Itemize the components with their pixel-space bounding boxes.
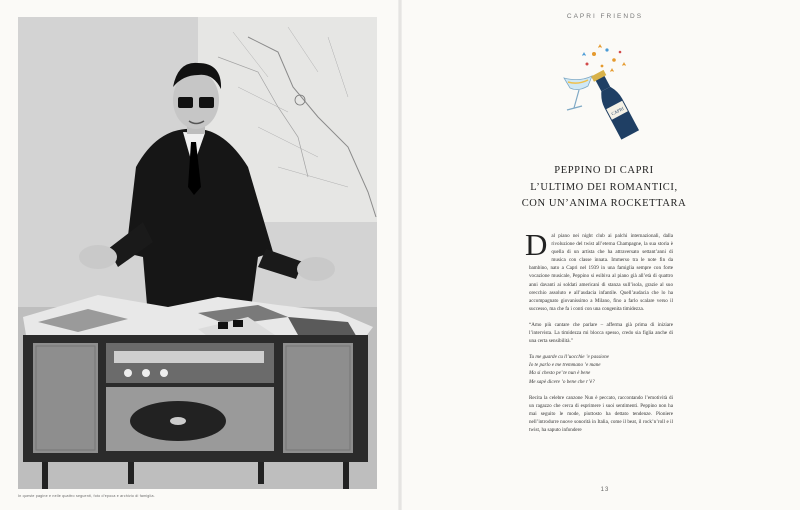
lyric-line: Tu me guarde cu ll’uocchie ’e passione [529,354,609,361]
confetti-icon [582,44,626,72]
intro-text: al piano nei night club ai palchi internazionali, dalla rivoluzione del twist all’eterna Champagne, la sua storia è quella di un artista che ha attraversato settant’anni di musica con classe innata. Immerso tra le note fin da bambino, nato a Capri nel 1939 in una famiglia sempre con forte vocazione musicale, Peppino si esibiva al piano già all’età di quattro anni davanti ai soldati americani di stanza sull’isola, grazie al suo orecchio assoluto e all’audacia infantile. Quell’audacia che lo ha accompagnato giovanissimo a Milano, fino a farlo scalare verso il successo, ma che fa i conti con una congenita timidezza. [529,233,673,312]
champagne-glass-icon [564,76,592,110]
champagne-bottle-icon [589,68,640,139]
article-body [525,227,673,434]
right-hand [297,257,335,281]
page-gutter [398,0,402,510]
running-head: CAPRI FRIENDS [566,13,644,20]
photo-illustration [18,17,377,489]
drop-cap: D [525,227,548,262]
lyric-line: Io te parlo e me tremmano ’e mane [529,362,601,369]
quote-paragraph: “Amo più cantare che parlare – afferma già prima di iniziare l’intervista. La timidezza mi blocca spesso, credo sia figlia anche di una certa sensibilità.” [529,321,673,345]
left-hand [79,245,117,269]
title-line-2: L’ULTIMO DEI ROMANTICI, [530,181,678,193]
bottle-label: CAPRI [610,105,625,117]
champagne-illustration [552,42,652,142]
title-line-3: CON UN’ANIMA ROCKETTARA [521,198,687,209]
title-line-1: PEPPINO DI CAPRI [554,165,654,176]
photo-caption: In queste pagine e nelle quattro seguenti, foto d’epoca e archivio di famiglia. [18,494,155,498]
article-title [518,163,690,213]
page-number: 13 [600,487,610,493]
vintage-photo [18,17,377,489]
lyric-line: Me sapè dicere ’o bene che r’è? [529,378,595,385]
lyrics-block [529,353,673,385]
intro-paragraph [525,227,673,313]
closing-paragraph: Recita la celebre canzone Nun è peccato, raccontando l’emotività di un ragazzo che cerca di esprimere i suoi sentimenti. Peppino non ha mai seguito le mode, piuttosto ha dettato tendenze. Pioniere nell’introdurre nuove sonorità in Italia, come il beat, il rock’n’roll e il twist, ha saputo infondere [529,394,673,433]
lyric-line: Ma si chesto pe’ te nun è bene [529,370,591,377]
